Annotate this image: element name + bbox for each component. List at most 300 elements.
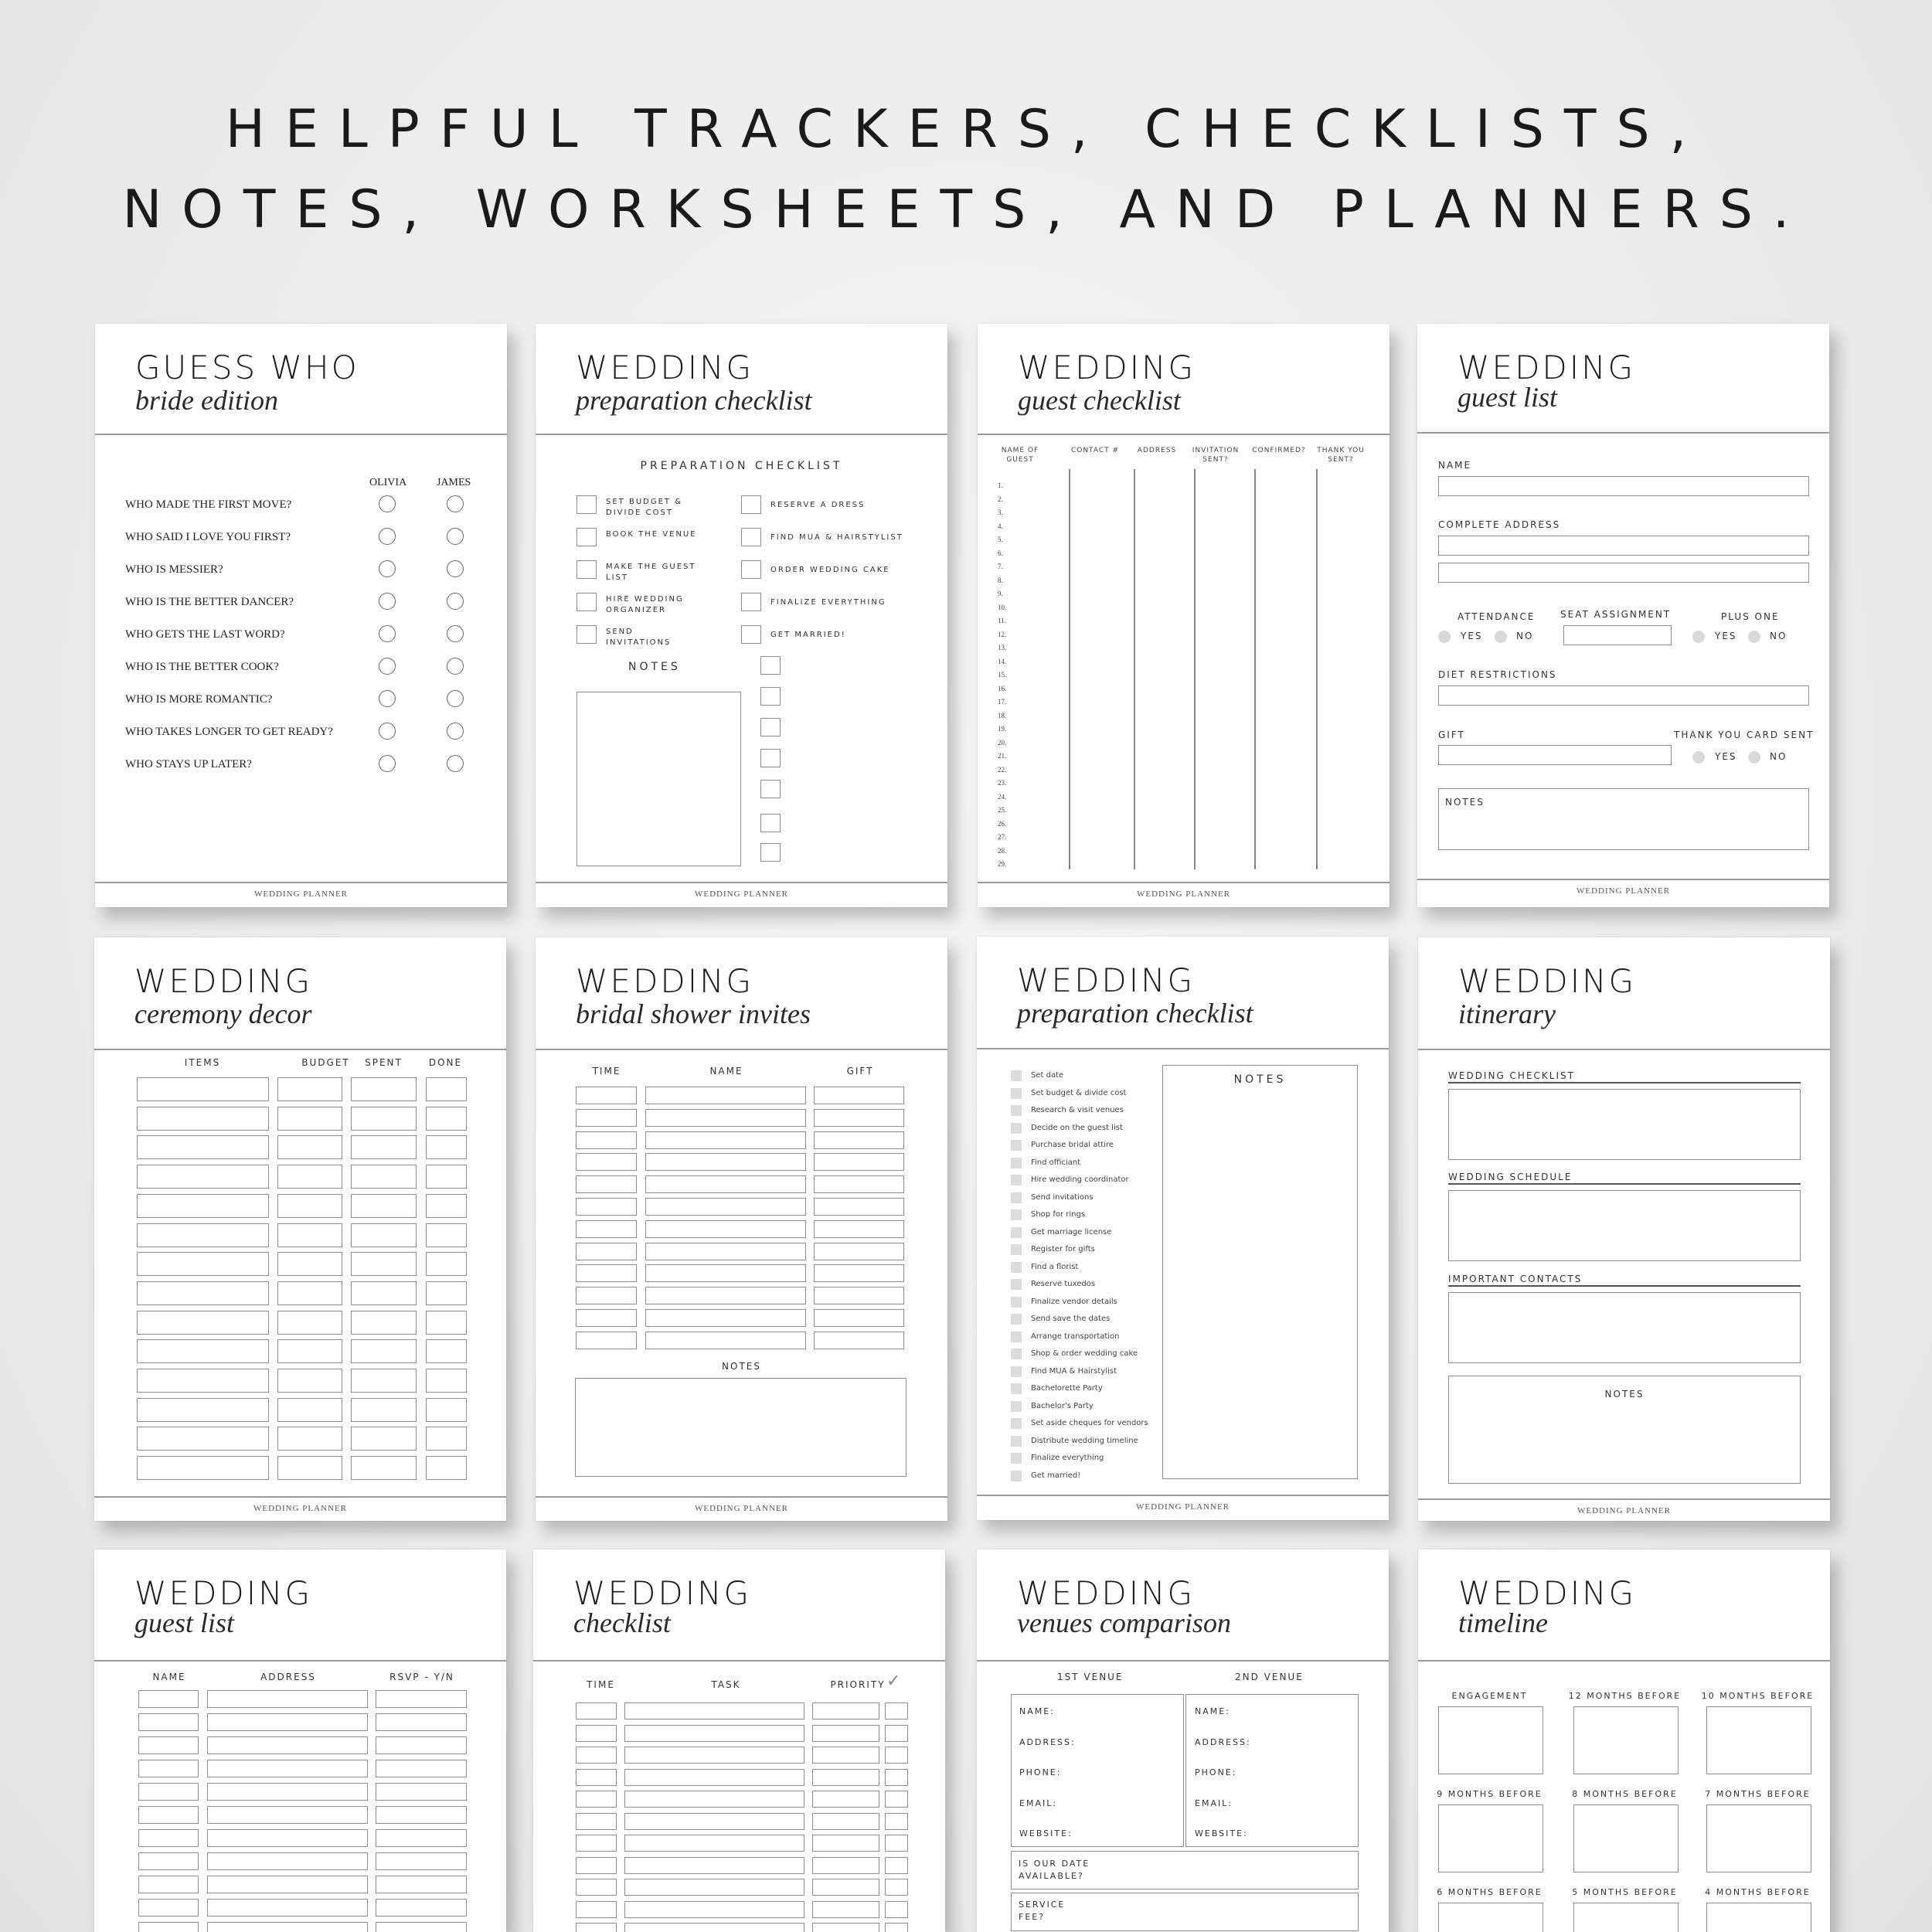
page-title: WEDDING [576, 349, 754, 386]
table-cell[interactable] [207, 1736, 368, 1754]
row-number: 26. [998, 819, 1007, 828]
table-cell[interactable] [885, 1747, 908, 1764]
header-divider [94, 1049, 506, 1050]
table-cell[interactable] [207, 1852, 368, 1870]
table-cell[interactable] [376, 1922, 467, 1932]
checkbox[interactable] [577, 625, 597, 644]
table-cell[interactable] [137, 1339, 269, 1363]
table-cell[interactable] [812, 1879, 879, 1896]
table-cell[interactable] [645, 1131, 806, 1149]
table-cell[interactable] [277, 1281, 342, 1305]
olivia-answer-circle[interactable] [379, 755, 396, 772]
table-cell[interactable] [426, 1165, 467, 1189]
table-cell[interactable] [207, 1760, 368, 1777]
column-header: PRIORITY [830, 1679, 886, 1690]
table-cell[interactable] [576, 1175, 637, 1193]
table-cell[interactable] [645, 1287, 806, 1304]
timeline-box[interactable] [1438, 1903, 1543, 1932]
headline-line-1: HELPFUL TRACKERS, CHECKLISTS, [225, 99, 1707, 160]
table-cell[interactable] [576, 1835, 617, 1852]
table-cell[interactable] [426, 1398, 467, 1422]
timeline-label: ENGAGEMENT [1451, 1691, 1528, 1701]
table-cell[interactable] [645, 1153, 806, 1171]
table-cell[interactable] [885, 1725, 908, 1742]
table-cell[interactable] [351, 1369, 417, 1393]
table-cell[interactable] [885, 1791, 908, 1808]
page-preparation-checklist-detailed [977, 937, 1389, 1520]
table-cell[interactable] [351, 1135, 417, 1159]
table-cell[interactable] [885, 1923, 908, 1932]
page-checklist [533, 1549, 945, 1932]
checkbox[interactable] [1011, 1244, 1022, 1255]
checklist-heading: PREPARATION CHECKLIST [640, 460, 843, 472]
table-cell[interactable] [207, 1922, 368, 1932]
checkbox[interactable] [1011, 1471, 1022, 1481]
olivia-answer-circle[interactable] [379, 658, 396, 675]
olivia-answer-circle[interactable] [379, 625, 396, 642]
table-cell[interactable] [814, 1175, 904, 1193]
checkbox[interactable] [1011, 1332, 1022, 1342]
olivia-answer-circle[interactable] [379, 560, 396, 577]
james-answer-circle[interactable] [447, 625, 464, 642]
checkbox[interactable] [741, 528, 761, 546]
table-cell[interactable] [814, 1198, 904, 1216]
checkbox[interactable] [741, 593, 761, 611]
table-cell[interactable] [138, 1876, 199, 1893]
table-cell[interactable] [376, 1783, 467, 1801]
table-cell[interactable] [812, 1791, 879, 1808]
thank-you-no-radio[interactable] [1748, 751, 1760, 764]
table-cell[interactable] [645, 1087, 806, 1104]
table-cell[interactable] [277, 1339, 342, 1363]
notes-checkbox[interactable] [760, 749, 781, 767]
table-cell[interactable] [426, 1311, 467, 1335]
checkbox[interactable] [1011, 1418, 1022, 1429]
checkbox[interactable] [1011, 1070, 1022, 1081]
table-cell[interactable] [645, 1264, 806, 1282]
column-james: JAMES [437, 477, 471, 488]
section-box[interactable] [1448, 1190, 1801, 1261]
table-cell[interactable] [814, 1264, 904, 1282]
table-cell[interactable] [137, 1456, 269, 1480]
table-cell[interactable] [576, 1791, 617, 1808]
row-number: 2. [998, 495, 1003, 503]
table-cell[interactable] [426, 1135, 467, 1159]
table-cell[interactable] [576, 1702, 617, 1719]
olivia-answer-circle[interactable] [379, 593, 396, 610]
table-cell[interactable] [351, 1456, 417, 1480]
table-cell[interactable] [814, 1131, 904, 1149]
venue-2-label: 2ND VENUE [1235, 1672, 1304, 1682]
james-answer-circle[interactable] [447, 560, 464, 577]
table-cell[interactable] [426, 1369, 467, 1393]
table-cell[interactable] [351, 1311, 417, 1335]
page-itinerary [1418, 937, 1830, 1521]
checkbox[interactable] [577, 495, 597, 514]
checkbox[interactable] [1011, 1453, 1022, 1464]
column-divider [1134, 469, 1135, 869]
gift-field[interactable] [1438, 745, 1672, 765]
table-cell[interactable] [624, 1725, 804, 1742]
notes-label: NOTES [722, 1361, 761, 1372]
table-cell[interactable] [885, 1857, 908, 1874]
checkbox[interactable] [1011, 1227, 1022, 1238]
checkbox[interactable] [1011, 1262, 1022, 1273]
table-cell[interactable] [351, 1427, 417, 1451]
table-cell[interactable] [277, 1398, 342, 1422]
checklist-item: Set budget & divide cost [1031, 1088, 1127, 1097]
notes-checkbox[interactable] [760, 843, 781, 862]
james-answer-circle[interactable] [447, 495, 464, 512]
thank-you-yes-radio[interactable] [1692, 751, 1705, 764]
table-cell[interactable] [277, 1107, 342, 1131]
table-cell[interactable] [376, 1899, 467, 1917]
table-cell[interactable] [885, 1702, 908, 1719]
table-cell[interactable] [624, 1747, 804, 1764]
notes-box[interactable] [575, 1378, 906, 1477]
section-box[interactable] [1448, 1292, 1801, 1363]
table-cell[interactable] [426, 1107, 467, 1131]
table-cell[interactable] [624, 1791, 804, 1808]
table-cell[interactable] [277, 1252, 342, 1276]
table-cell[interactable] [351, 1339, 417, 1363]
table-cell[interactable] [137, 1369, 269, 1393]
table-cell[interactable] [624, 1769, 804, 1786]
table-cell[interactable] [812, 1747, 879, 1764]
diet-restrictions-field[interactable] [1438, 685, 1809, 706]
table-cell[interactable] [576, 1198, 637, 1216]
question-text: WHO GETS THE LAST WORD? [125, 628, 285, 641]
table-cell[interactable] [576, 1243, 637, 1260]
table-cell[interactable] [812, 1725, 879, 1742]
table-cell[interactable] [277, 1077, 342, 1101]
table-cell[interactable] [645, 1332, 806, 1349]
table-cell[interactable] [207, 1899, 368, 1917]
attendance-no-radio[interactable] [1495, 631, 1507, 643]
table-cell[interactable] [137, 1427, 269, 1451]
checkbox[interactable] [741, 560, 761, 579]
checkbox[interactable] [741, 495, 761, 514]
table-cell[interactable] [885, 1769, 908, 1786]
name-field[interactable] [1438, 476, 1809, 496]
checkbox[interactable] [1011, 1209, 1022, 1220]
table-cell[interactable] [426, 1223, 467, 1247]
table-cell[interactable] [576, 1131, 637, 1149]
table-cell[interactable] [645, 1175, 806, 1193]
table-cell[interactable] [885, 1813, 908, 1830]
seat-assignment-field[interactable] [1563, 625, 1672, 645]
table-cell[interactable] [277, 1456, 342, 1480]
table-cell[interactable] [138, 1783, 199, 1801]
checkbox[interactable] [1011, 1383, 1022, 1394]
table-cell[interactable] [576, 1109, 637, 1127]
table-cell[interactable] [812, 1769, 879, 1786]
checkbox[interactable] [577, 593, 597, 611]
section-label: WEDDING SCHEDULE [1448, 1172, 1573, 1182]
table-cell[interactable] [137, 1252, 269, 1276]
timeline-box[interactable] [1573, 1903, 1679, 1932]
table-cell[interactable] [137, 1223, 269, 1247]
table-cell[interactable] [814, 1332, 904, 1349]
page-subtitle: guest list [134, 1607, 235, 1638]
table-cell[interactable] [138, 1690, 199, 1708]
james-answer-circle[interactable] [447, 690, 464, 707]
table-cell[interactable] [645, 1243, 806, 1260]
table-cell[interactable] [624, 1835, 804, 1852]
table-cell[interactable] [351, 1077, 417, 1101]
table-cell[interactable] [137, 1077, 269, 1101]
checkbox[interactable] [1011, 1158, 1022, 1168]
table-cell[interactable] [351, 1165, 417, 1189]
notes-box[interactable] [1438, 788, 1809, 850]
attendance-yes-radio[interactable] [1438, 631, 1451, 643]
notes-checkbox[interactable] [760, 780, 781, 798]
page-venues-comparison [977, 1549, 1389, 1932]
table-cell[interactable] [138, 1829, 199, 1847]
table-cell[interactable] [814, 1287, 904, 1304]
table-cell[interactable] [576, 1287, 637, 1304]
address-field-2[interactable] [1438, 563, 1809, 583]
table-cell[interactable] [207, 1806, 368, 1824]
table-cell[interactable] [576, 1087, 637, 1104]
olivia-answer-circle[interactable] [379, 690, 396, 707]
table-cell[interactable] [645, 1109, 806, 1127]
column-header: DONE [428, 1057, 463, 1068]
table-cell[interactable] [138, 1806, 199, 1824]
table-cell[interactable] [137, 1281, 269, 1305]
table-cell[interactable] [351, 1252, 417, 1276]
table-cell[interactable] [277, 1135, 342, 1159]
table-cell[interactable] [426, 1281, 467, 1305]
table-cell[interactable] [277, 1194, 342, 1218]
table-cell[interactable] [207, 1783, 368, 1801]
checkbox[interactable] [1011, 1366, 1022, 1377]
table-cell[interactable] [576, 1769, 617, 1786]
table-cell[interactable] [814, 1243, 904, 1260]
checkbox[interactable] [1011, 1123, 1022, 1134]
table-cell[interactable] [812, 1857, 879, 1874]
notes-checkbox[interactable] [760, 687, 781, 706]
table-cell[interactable] [576, 1220, 637, 1238]
table-cell[interactable] [576, 1879, 617, 1896]
question-text: WHO SAID I LOVE YOU FIRST? [125, 531, 291, 543]
table-cell[interactable] [137, 1107, 269, 1131]
footer-divider [536, 1496, 947, 1498]
table-cell[interactable] [376, 1760, 467, 1777]
table-cell[interactable] [137, 1135, 269, 1159]
checkbox[interactable] [1011, 1175, 1022, 1185]
table-cell[interactable] [624, 1923, 804, 1932]
service-fee-box[interactable] [1011, 1893, 1359, 1931]
checkbox[interactable] [1011, 1140, 1022, 1151]
table-cell[interactable] [576, 1923, 617, 1932]
table-cell[interactable] [576, 1747, 617, 1764]
table-cell[interactable] [137, 1398, 269, 1422]
checkbox[interactable] [1011, 1088, 1022, 1099]
table-cell[interactable] [645, 1309, 806, 1327]
checklist-item: Get married! [1031, 1471, 1081, 1480]
row-number: 20. [998, 738, 1007, 747]
james-answer-circle[interactable] [447, 755, 464, 772]
table-cell[interactable] [645, 1198, 806, 1216]
table-cell[interactable] [576, 1153, 637, 1171]
table-cell[interactable] [624, 1813, 804, 1830]
date-available-box[interactable] [1011, 1851, 1359, 1889]
address-field-1[interactable] [1438, 536, 1809, 556]
page-footer: WEDDING PLANNER [1577, 1506, 1671, 1515]
checkbox[interactable] [1011, 1401, 1022, 1412]
checkbox[interactable] [577, 528, 597, 546]
table-cell[interactable] [376, 1852, 467, 1870]
checklist-item: Hire wedding coordinator [1031, 1175, 1129, 1184]
venue-2-field-label: ADDRESS: [1195, 1736, 1251, 1747]
timeline-box[interactable] [1573, 1804, 1679, 1872]
timeline-box[interactable] [1706, 1804, 1811, 1872]
table-cell[interactable] [376, 1690, 467, 1708]
plus-one-yes-radio[interactable] [1692, 631, 1705, 643]
checkbox[interactable] [741, 625, 761, 644]
notes-label: NOTES [1445, 797, 1485, 808]
james-answer-circle[interactable] [447, 723, 464, 740]
olivia-answer-circle[interactable] [379, 723, 396, 740]
table-cell[interactable] [376, 1806, 467, 1824]
table-cell[interactable] [277, 1223, 342, 1247]
table-cell[interactable] [277, 1427, 342, 1451]
table-cell[interactable] [207, 1876, 368, 1893]
timeline-box[interactable] [1706, 1706, 1811, 1774]
table-cell[interactable] [812, 1923, 879, 1932]
checkbox[interactable] [1011, 1349, 1022, 1359]
table-cell[interactable] [207, 1713, 368, 1731]
table-cell[interactable] [138, 1713, 199, 1731]
james-answer-circle[interactable] [447, 593, 464, 610]
checkbox[interactable] [1011, 1279, 1022, 1290]
page-guest-list-table [94, 1549, 506, 1932]
table-cell[interactable] [138, 1922, 199, 1932]
table-cell[interactable] [885, 1835, 908, 1852]
table-cell[interactable] [814, 1309, 904, 1327]
table-cell[interactable] [645, 1220, 806, 1238]
header-divider [536, 1049, 947, 1050]
table-cell[interactable] [426, 1194, 467, 1218]
checklist-item: Send invitations [1031, 1192, 1094, 1202]
table-cell[interactable] [376, 1736, 467, 1754]
page-timeline [1418, 1549, 1830, 1932]
table-cell[interactable] [624, 1879, 804, 1896]
row-number: 18. [998, 711, 1007, 719]
table-cell[interactable] [376, 1876, 467, 1893]
venue-1-field-label: ADDRESS: [1019, 1736, 1076, 1747]
table-cell[interactable] [137, 1194, 269, 1218]
notes-checkbox[interactable] [760, 814, 781, 832]
section-box[interactable] [1448, 1089, 1801, 1160]
checklist-item: Shop for rings [1031, 1210, 1086, 1219]
table-cell[interactable] [351, 1223, 417, 1247]
table-cell[interactable] [576, 1309, 637, 1327]
table-cell[interactable] [376, 1829, 467, 1847]
row-number: 13. [998, 644, 1007, 651]
table-cell[interactable] [814, 1087, 904, 1104]
table-cell[interactable] [277, 1165, 342, 1189]
table-cell[interactable] [576, 1813, 617, 1830]
table-cell[interactable] [812, 1901, 879, 1918]
table-cell[interactable] [624, 1857, 804, 1874]
table-cell[interactable] [624, 1702, 804, 1719]
timeline-box[interactable] [1438, 1804, 1543, 1872]
olivia-answer-circle[interactable] [379, 495, 396, 512]
checkbox[interactable] [1011, 1436, 1022, 1447]
table-cell[interactable] [138, 1760, 199, 1777]
footer-divider [94, 1496, 506, 1498]
table-cell[interactable] [812, 1813, 879, 1830]
olivia-answer-circle[interactable] [379, 528, 396, 545]
table-cell[interactable] [576, 1901, 617, 1918]
notes-checkbox[interactable] [760, 656, 781, 675]
table-cell[interactable] [207, 1690, 368, 1708]
timeline-box[interactable] [1573, 1706, 1679, 1774]
table-cell[interactable] [137, 1165, 269, 1189]
table-cell[interactable] [885, 1901, 908, 1918]
table-cell[interactable] [426, 1427, 467, 1451]
venue-2-field-label: NAME: [1195, 1706, 1230, 1716]
checkbox[interactable] [1011, 1314, 1022, 1325]
table-cell[interactable] [814, 1109, 904, 1127]
table-cell[interactable] [426, 1339, 467, 1363]
timeline-box[interactable] [1706, 1903, 1811, 1932]
table-cell[interactable] [351, 1194, 417, 1218]
table-cell[interactable] [351, 1281, 417, 1305]
plus-one-no-radio[interactable] [1748, 631, 1760, 643]
table-cell[interactable] [814, 1220, 904, 1238]
timeline-box[interactable] [1438, 1706, 1543, 1774]
table-cell[interactable] [351, 1107, 417, 1131]
table-cell[interactable] [885, 1879, 908, 1896]
checkbox[interactable] [1011, 1105, 1022, 1116]
table-cell[interactable] [376, 1713, 467, 1731]
notes-checkbox[interactable] [760, 718, 781, 736]
james-answer-circle[interactable] [447, 528, 464, 545]
table-cell[interactable] [814, 1153, 904, 1171]
table-cell[interactable] [812, 1835, 879, 1852]
table-cell[interactable] [576, 1264, 637, 1282]
checkbox[interactable] [1011, 1297, 1022, 1308]
table-cell[interactable] [277, 1311, 342, 1335]
table-cell[interactable] [351, 1398, 417, 1422]
table-cell[interactable] [138, 1736, 199, 1754]
checklist-item: BOOK THE VENUE [606, 530, 697, 539]
checkbox[interactable] [577, 560, 597, 579]
table-cell[interactable] [576, 1725, 617, 1742]
table-cell[interactable] [426, 1252, 467, 1276]
table-cell[interactable] [624, 1901, 804, 1918]
notes-box[interactable] [1162, 1065, 1358, 1479]
checkbox[interactable] [1011, 1192, 1022, 1203]
column-header: NAME [709, 1066, 743, 1077]
table-cell[interactable] [207, 1829, 368, 1847]
table-cell[interactable] [812, 1702, 879, 1719]
page-guess-who [95, 324, 507, 907]
notes-box[interactable] [577, 692, 741, 866]
table-cell[interactable] [576, 1332, 637, 1349]
table-cell[interactable] [576, 1857, 617, 1874]
james-answer-circle[interactable] [447, 658, 464, 675]
table-cell[interactable] [137, 1311, 269, 1335]
table-cell[interactable] [426, 1077, 467, 1101]
table-cell[interactable] [138, 1899, 199, 1917]
table-cell[interactable] [426, 1456, 467, 1480]
table-cell[interactable] [138, 1852, 199, 1870]
table-cell[interactable] [277, 1369, 342, 1393]
